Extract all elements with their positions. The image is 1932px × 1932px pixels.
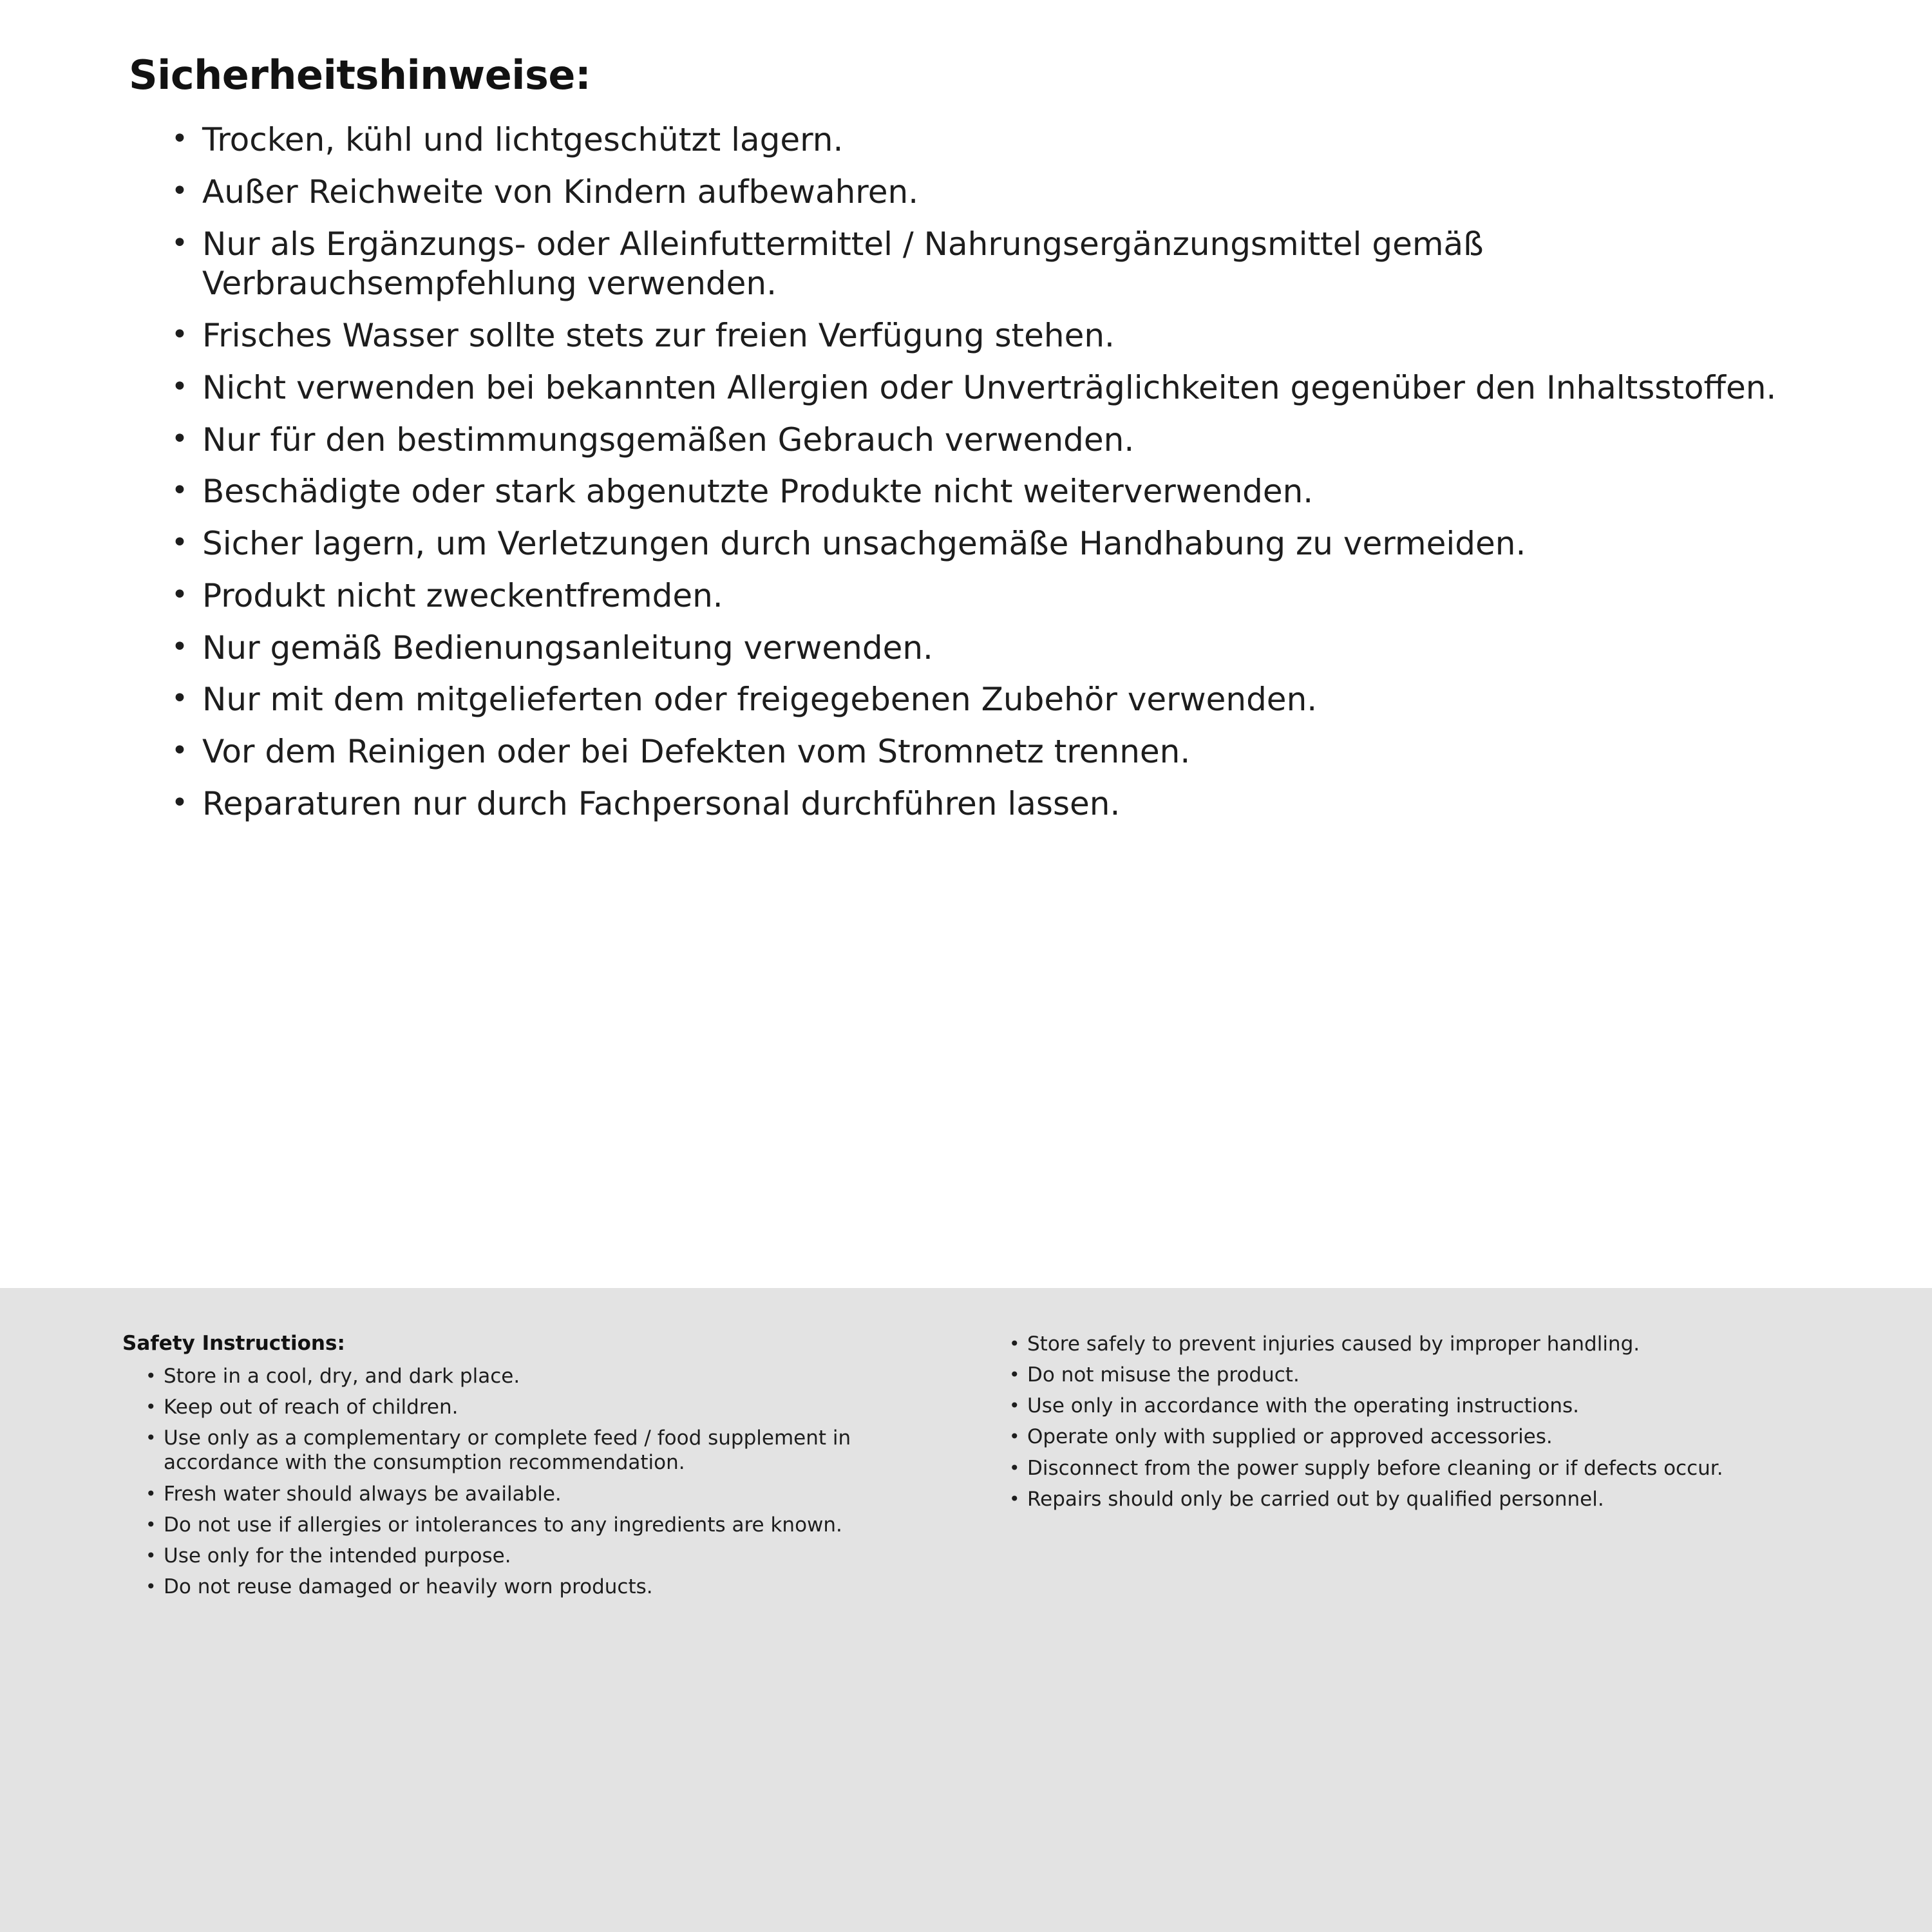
- english-instruction-list-right: [1008, 1332, 1848, 1511]
- list-item: [1008, 1456, 1848, 1481]
- list-item-text: Keep out of reach of children.: [164, 1396, 459, 1419]
- list-item: [166, 629, 1855, 668]
- bullet-icon: •: [171, 786, 188, 819]
- english-column-left: [122, 1332, 963, 1906]
- bullet-icon: •: [146, 1365, 156, 1387]
- list-item: [1008, 1487, 1848, 1511]
- list-item: [166, 316, 1855, 356]
- list-item-text: Nicht verwenden bei bekannten Allergien oder Unverträglichkeiten gegenüber den Inhaltsstoffen.: [202, 368, 1777, 406]
- bullet-icon: •: [171, 682, 188, 715]
- bullet-icon: •: [146, 1544, 156, 1566]
- list-item: [166, 225, 1855, 305]
- list-item: [166, 472, 1855, 512]
- bullet-icon: •: [1009, 1364, 1020, 1386]
- list-item: [1008, 1425, 1848, 1449]
- bullet-icon: •: [171, 578, 188, 611]
- bullet-icon: •: [1009, 1395, 1020, 1417]
- bullet-icon: •: [171, 226, 188, 260]
- list-item: [1008, 1363, 1848, 1387]
- english-column-right: [1008, 1332, 1848, 1906]
- list-item-text: Use only in accordance with the operating instructions.: [1027, 1394, 1579, 1418]
- list-item-text: Produkt nicht zweckentfremden.: [202, 576, 723, 614]
- bullet-icon: •: [171, 318, 188, 351]
- list-item-text: Sicher lagern, um Verletzungen durch unsachgemäße Handhabung zu vermeiden.: [202, 525, 1526, 562]
- list-item-text: Beschädigte oder stark abgenutzte Produkte nicht weiterverwenden.: [202, 473, 1314, 511]
- bullet-icon: •: [171, 370, 188, 403]
- bullet-icon: •: [146, 1575, 156, 1597]
- list-item-text: Nur als Ergänzungs- oder Alleinfuttermittel / Nahrungsergänzungsmittel gemäß Verbrauchsempfehlung verwenden.: [202, 225, 1484, 303]
- list-item: [144, 1395, 963, 1419]
- english-heading: Safety Instructions:: [122, 1332, 345, 1355]
- list-item-text: Repairs should only be carried out by qualified personnel.: [1027, 1487, 1604, 1511]
- list-item-text: Außer Reichweite von Kindern aufbewahren.: [202, 173, 919, 211]
- list-item-text: Fresh water should always be available.: [164, 1482, 562, 1506]
- bullet-icon: •: [171, 630, 188, 663]
- list-item: [166, 524, 1855, 564]
- list-item-text: Use only for the intended purpose.: [164, 1544, 511, 1567]
- english-instruction-list-left: [122, 1364, 963, 1599]
- list-item-text: Vor dem Reinigen oder bei Defekten vom Stromnetz trennen.: [202, 733, 1191, 770]
- list-item: [1008, 1332, 1848, 1356]
- bullet-icon: •: [171, 174, 188, 207]
- german-instruction-list: [129, 120, 1855, 824]
- bullet-icon: •: [146, 1482, 156, 1504]
- list-item: [144, 1544, 963, 1568]
- list-item-text: Operate only with supplied or approved accessories.: [1027, 1425, 1553, 1449]
- german-heading: Sicherheitshinweise:: [129, 52, 591, 99]
- bullet-icon: •: [1009, 1426, 1020, 1448]
- list-item: [144, 1513, 963, 1537]
- list-item: [144, 1426, 963, 1475]
- list-item-text: Store safely to prevent injuries caused by improper handling.: [1027, 1332, 1640, 1356]
- list-item-text: Frisches Wasser sollte stets zur freien Verfügung stehen.: [202, 317, 1115, 354]
- bullet-icon: •: [1009, 1457, 1020, 1479]
- list-item: [166, 732, 1855, 772]
- list-item-text: Nur gemäß Bedienungsanleitung verwenden.: [202, 629, 933, 667]
- list-item: [144, 1364, 963, 1388]
- list-item: [166, 173, 1855, 213]
- list-item-text: Nur mit dem mitgelieferten oder freigegebenen Zubehör verwenden.: [202, 681, 1318, 719]
- list-item: [1008, 1394, 1848, 1418]
- bullet-icon: •: [1009, 1333, 1020, 1354]
- list-item: [144, 1575, 963, 1599]
- list-item-text: Do not misuse the product.: [1027, 1363, 1300, 1387]
- list-item-text: Reparaturen nur durch Fachpersonal durchführen lassen.: [202, 784, 1121, 822]
- list-item-text: Do not reuse damaged or heavily worn products.: [164, 1575, 653, 1598]
- list-item-text: Store in a cool, dry, and dark place.: [164, 1365, 520, 1388]
- bullet-icon: •: [146, 1427, 156, 1449]
- list-item-text: Trocken, kühl und lichtgeschützt lagern.: [202, 121, 844, 158]
- bullet-icon: •: [171, 474, 188, 507]
- english-safety-section: [0, 1288, 1932, 1932]
- list-item-text: Nur für den bestimmungsgemäßen Gebrauch verwenden.: [202, 421, 1135, 459]
- list-item: [166, 368, 1855, 408]
- list-item: [166, 784, 1855, 824]
- list-item: [166, 120, 1855, 160]
- bullet-icon: •: [171, 734, 188, 767]
- bullet-icon: •: [171, 122, 188, 155]
- list-item: [166, 680, 1855, 720]
- list-item: [144, 1482, 963, 1506]
- bullet-icon: •: [171, 422, 188, 455]
- list-item: [166, 421, 1855, 460]
- list-item-text: Disconnect from the power supply before cleaning or if defects occur.: [1027, 1456, 1723, 1480]
- bullet-icon: •: [146, 1396, 156, 1418]
- bullet-icon: •: [1009, 1488, 1020, 1510]
- list-item-text: Do not use if allergies or intolerances to any ingredients are known.: [164, 1513, 842, 1537]
- bullet-icon: •: [146, 1513, 156, 1535]
- list-item-text: Use only as a complementary or complete feed / food supplement in accordance with the consumption recommendation.: [164, 1426, 851, 1475]
- bullet-icon: •: [171, 526, 188, 559]
- list-item: [166, 576, 1855, 616]
